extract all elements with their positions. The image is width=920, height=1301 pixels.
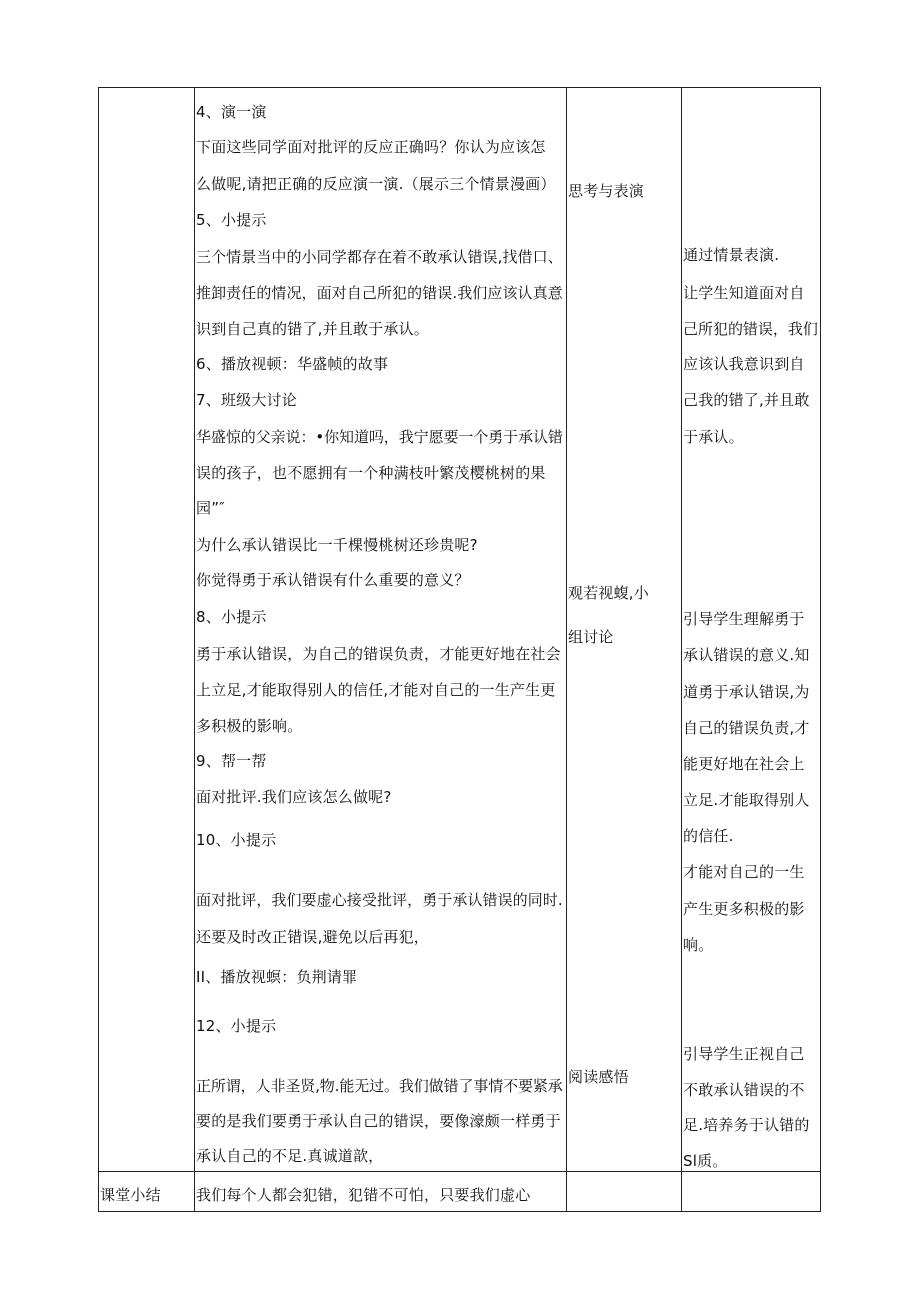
content-line: 华盛惊的父亲说：•你知道吗，我宁愿要一个勇于承认错 xyxy=(196,428,563,446)
intent-line: 立足.才能取得别人 xyxy=(683,791,810,809)
summary-label: 课堂小结 xyxy=(100,1186,161,1204)
content-line: 你觉得勇于承认错误有什么重要的意义？ xyxy=(196,571,470,589)
intent-line: 于承认。 xyxy=(683,428,744,446)
content-line: 5、小提示 xyxy=(196,211,267,229)
row-divider xyxy=(98,1171,821,1172)
content-line: 10、小提示 xyxy=(196,831,277,849)
content-line: 面对批评.我们应该怎么做呢? xyxy=(196,788,392,806)
intent-line: 的信任. xyxy=(683,827,734,845)
content-line: 8、小提示 xyxy=(196,608,267,626)
intent-line: 能更好地在社会上 xyxy=(683,755,805,773)
intent-line: 让学生知道面对自 xyxy=(683,284,805,302)
content-line: II、播放视螟：负荆请罪 xyxy=(196,968,358,986)
content-line: 要的是我们要勇于承认自己的错误，要像濠颇一样勇于 xyxy=(196,1112,561,1130)
content-line: 承认自己的不足.真诚道歆， xyxy=(196,1147,384,1165)
activity-line: 阅读感悟 xyxy=(568,1068,629,1086)
content-line: 园”″ xyxy=(196,499,225,517)
content-line: 多积极的影响。 xyxy=(196,717,303,735)
content-line: 下面这些同学面对批评的反应正确吗？你认为应该怎 xyxy=(196,138,546,156)
activity-line: 观若视蝮,小 xyxy=(568,584,649,602)
intent-line: 不敢承认错误的不 xyxy=(683,1081,805,1099)
intent-line: 己所犯的错误，我们 xyxy=(683,320,818,338)
intent-line: 产生更多积极的影 xyxy=(683,900,805,918)
content-line: 为什么承认错误比一千棵慢桃树还珍贵呢? xyxy=(196,536,478,554)
content-line: 误的孩子，也不愿拥有一个种满枝叶繁茂樱桃树的果 xyxy=(196,464,546,482)
table-border-bottom xyxy=(98,1211,821,1212)
intent-line: 足.培养务于认错的 xyxy=(683,1116,810,1134)
content-line: 6、播放视顿：华盛帧的故事 xyxy=(196,355,389,373)
content-line: 三个情景当中的小同学都存在着不敢承认错误,找借口、 xyxy=(196,248,563,266)
content-line: 推卸责任的情况，面对自己所犯的错误.我们应该认真意 xyxy=(196,284,563,302)
intent-line: 才能对自己的一生 xyxy=(683,863,805,881)
intent-line: 承认错误的意义.知 xyxy=(683,646,810,664)
content-line: 12、小提示 xyxy=(196,1017,277,1035)
intent-line: 通过情景表演. xyxy=(683,246,780,264)
col-divider-3 xyxy=(681,87,682,1212)
table-border-right xyxy=(820,87,821,1212)
content-line: 勇于承认错误，为自己的错误负责，才能更好地在社会 xyxy=(196,645,561,663)
activity-line: 思考与表演 xyxy=(568,182,645,200)
intent-line: 引导学生理解勇于 xyxy=(683,610,805,628)
content-line: 7、班级大讨论 xyxy=(196,391,297,409)
intent-line: 引导学生正视自己 xyxy=(683,1045,805,1063)
activity-line: 组讨论 xyxy=(568,628,614,646)
intent-line: 道勇于承认错误,为 xyxy=(683,683,810,701)
intent-line: 响。 xyxy=(683,936,714,954)
table-border-left xyxy=(98,87,99,1212)
intent-line: 己我的错了,并且敢 xyxy=(683,391,810,409)
content-line: 4、演一演 xyxy=(196,103,267,121)
content-line: 上立足,才能取得别人的信任,才能对自己的一生产生更 xyxy=(196,681,556,699)
content-line: 还要及时改正错误,避免以后再犯， xyxy=(196,928,429,946)
col-divider-1 xyxy=(194,87,195,1212)
col-divider-2 xyxy=(566,87,567,1212)
content-line: 么做呢,请把正确的反应演一演.（展示三个情景漫画） xyxy=(196,175,556,193)
table-border-top xyxy=(98,87,821,88)
content-line: 正所谓，人非圣贤,物.能无过。我们做错了事情不要紧承 xyxy=(196,1077,563,1095)
summary-text: 我们每个人都会犯错，犯错不可怕，只要我们虚心 xyxy=(196,1186,531,1204)
intent-line: 应该认我意识到自 xyxy=(683,355,805,373)
content-line: 识到自己真的错了,并且敢于承认。 xyxy=(196,320,429,338)
content-line: 9、帮一帮 xyxy=(196,752,267,770)
intent-line: 自己的错误负责,才 xyxy=(683,719,810,737)
content-line: 面对批评，我们要虚心接受批评，勇于承认错误的同时. xyxy=(196,891,563,909)
intent-line: Sl质。 xyxy=(683,1152,728,1170)
